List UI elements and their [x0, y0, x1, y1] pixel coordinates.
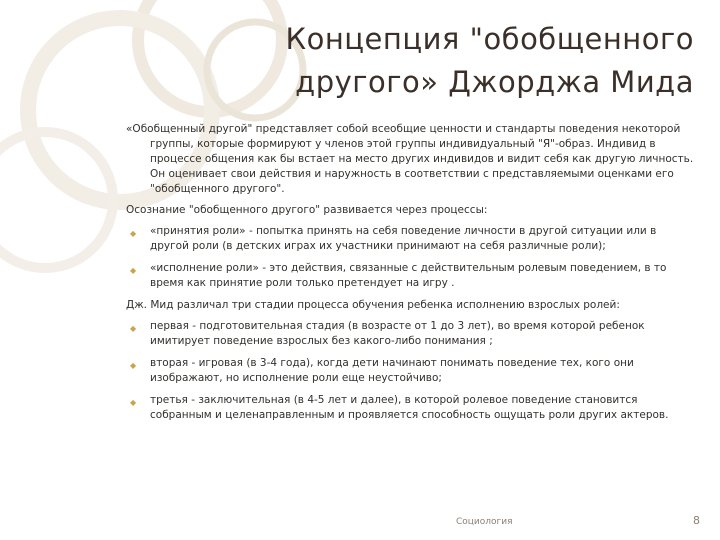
intro-paragraph: «Обобщенный другой" представляет собой всеобщие ценности и стандарты поведения некоторой группы, которые формируют у членов этой группы индивидуальный "Я"-образ. Индивид в процессе общения как бы встает на место других индивидов и видит себя как другую личность. Он оценивает свои действия и наружность в соответствии с представляемыми оценками его "обобщенного другого".	[126, 123, 694, 195]
list-item-text: первая - подготовительная стадия (в возрасте от 1 до 3 лет), во время которой ребенок имитирует поведение взрослых без какого-либо понимания ;	[150, 320, 645, 347]
list-item-text: вторая - игровая (в 3-4 года), когда дети начинают понимать поведение тех, кого они изображают, но исполнение роли еще неустойчиво;	[150, 357, 634, 384]
content-body	[126, 122, 696, 430]
footer-subject: Социология	[456, 517, 513, 527]
list-item	[126, 319, 696, 349]
list-item-text: третья - заключительная (в 4-5 лет и далее), в которой ролевое поведение становится собранным и целенаправленным и проявляется способность ощущать роли других актеров.	[150, 394, 669, 421]
slide-title: Концепция "обобщенного другого» Джорджа Мида	[285, 22, 694, 99]
processes-list	[126, 224, 696, 291]
list-item	[126, 356, 696, 386]
list-item-text: «исполнение роли» - это действия, связанные с действительным ролевым поведением, в то время как принятие роли только претендует на игру .	[150, 262, 667, 289]
diamond-bullet-icon: ◆	[130, 229, 137, 238]
stages-heading: Дж. Мид различал три стадии процесса обучения ребенка исполнению взрослых ролей:	[126, 299, 620, 311]
list-item-text: «принятия роли» - попытка принять на себя поведение личности в другой ситуации или в другой роли (в детских играх их участники принимают на себя различные роли);	[150, 225, 657, 252]
stages-list	[126, 319, 696, 423]
diamond-bullet-icon: ◆	[130, 361, 137, 370]
diamond-bullet-icon: ◆	[130, 398, 137, 407]
list-item	[126, 224, 696, 254]
list-item	[126, 261, 696, 291]
page-number: 8	[693, 514, 700, 527]
list-item	[126, 393, 696, 423]
diamond-bullet-icon: ◆	[130, 324, 137, 333]
diamond-bullet-icon: ◆	[130, 266, 137, 275]
processes-heading: Осознание "обобщенного другого" развивается через процессы:	[126, 204, 488, 216]
